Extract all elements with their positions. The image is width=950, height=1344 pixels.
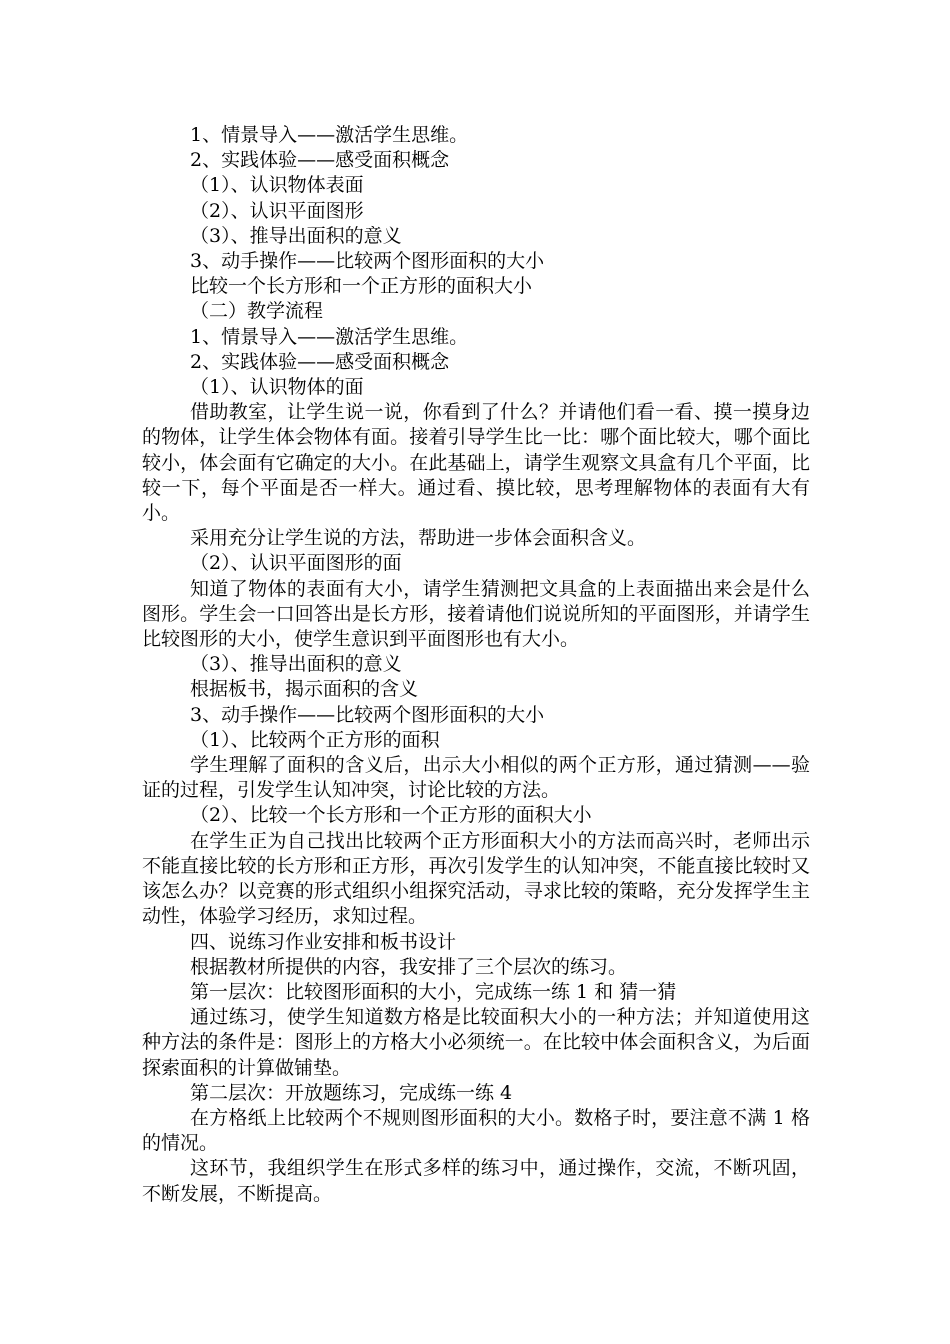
paragraph: 通过练习，使学生知道数方格是比较面积大小的一种方法；并知道使用这种方法的条件是：图形上的方格大小必须统一。在比较中体会面积含义，为后面探索面积的计算做铺垫。 xyxy=(142,1006,810,1079)
paragraph: 学生理解了面积的含义后，出示大小相似的两个正方形，通过猜测——验证的过程，引发学生认知冲突，讨论比较的方法。 xyxy=(142,754,810,802)
paragraph: 3、动手操作——比较两个图形面积的大小 xyxy=(190,703,545,726)
paragraph: 1、情景导入——激活学生思维。 xyxy=(190,325,469,348)
section-heading: （二）教学流程 xyxy=(190,300,324,323)
paragraph: 2、实践体验——感受面积概念 xyxy=(190,149,450,172)
paragraph: 2、实践体验——感受面积概念 xyxy=(190,350,450,373)
paragraph: 第二层次：开放题练习，完成练一练 4 xyxy=(190,1081,513,1104)
document-body xyxy=(142,123,810,1207)
paragraph: 采用充分让学生说的方法，帮助进一步体会面积含义。 xyxy=(190,527,647,550)
paragraph: 3、动手操作——比较两个图形面积的大小 xyxy=(190,250,545,273)
paragraph: （3）、推导出面积的意义 xyxy=(190,224,402,247)
paragraph: （1）、比较两个正方形的面积 xyxy=(190,728,440,751)
paragraph: （2）、认识平面图形的面 xyxy=(190,552,402,575)
paragraph: 第一层次：比较图形面积的大小，完成练一练 1 和 猜一猜 xyxy=(190,980,677,1003)
paragraph: 在学生正为自己找出比较两个正方形面积大小的方法而高兴时，老师出示不能直接比较的长方形和正方形，再次引发学生的认知冲突，不能直接比较时又该怎么办？以竞赛的形式组织小组探究活动，寻求比较的策略，充分发挥学生主动性，体验学习经历，求知过程。 xyxy=(142,829,810,928)
paragraph: 这环节，我组织学生在形式多样的练习中，通过操作，交流，不断巩固，不断发展，不断提高。 xyxy=(142,1157,810,1205)
paragraph: 在方格纸上比较两个不规则图形面积的大小。数格子时，要注意不满 1 格的情况。 xyxy=(142,1106,810,1155)
paragraph: 1、情景导入——激活学生思维。 xyxy=(190,124,469,146)
paragraph: 知道了物体的表面有大小，请学生猜测把文具盒的上表面描出来会是什么图形。学生会一口回答出是长方形，接着请他们说说所知的平面图形，并请学生比较图形的大小，使学生意识到平面图形也有大小。 xyxy=(142,577,810,651)
paragraph: 根据板书，揭示面积的含义 xyxy=(190,678,419,701)
paragraph: （3）、推导出面积的意义 xyxy=(190,653,402,676)
paragraph: （1）、认识物体表面 xyxy=(190,174,364,197)
paragraph: （2）、比较一个长方形和一个正方形的面积大小 xyxy=(190,804,592,827)
paragraph: 比较一个长方形和一个正方形的面积大小 xyxy=(190,275,533,298)
paragraph: 根据教材所提供的内容，我安排了三个层次的练习。 xyxy=(190,955,628,978)
paragraph: 借助教室，让学生说一说，你看到了什么？并请他们看一看、摸一摸身边的物体，让学生体会物体有面。接着引导学生比一比：哪个面比较大，哪个面比较小，体会面有它确定的大小。在此基础上，请学生观察文具盒有几个平面，比较一下，每个平面是否一样大。通过看、摸比较，思考理解物体的表面有大有小。 xyxy=(142,401,810,525)
paragraph: （2）、认识平面图形 xyxy=(190,199,364,222)
paragraph: （1）、认识物体的面 xyxy=(190,376,364,399)
section-heading: 四、说练习作业安排和板书设计 xyxy=(190,930,457,953)
